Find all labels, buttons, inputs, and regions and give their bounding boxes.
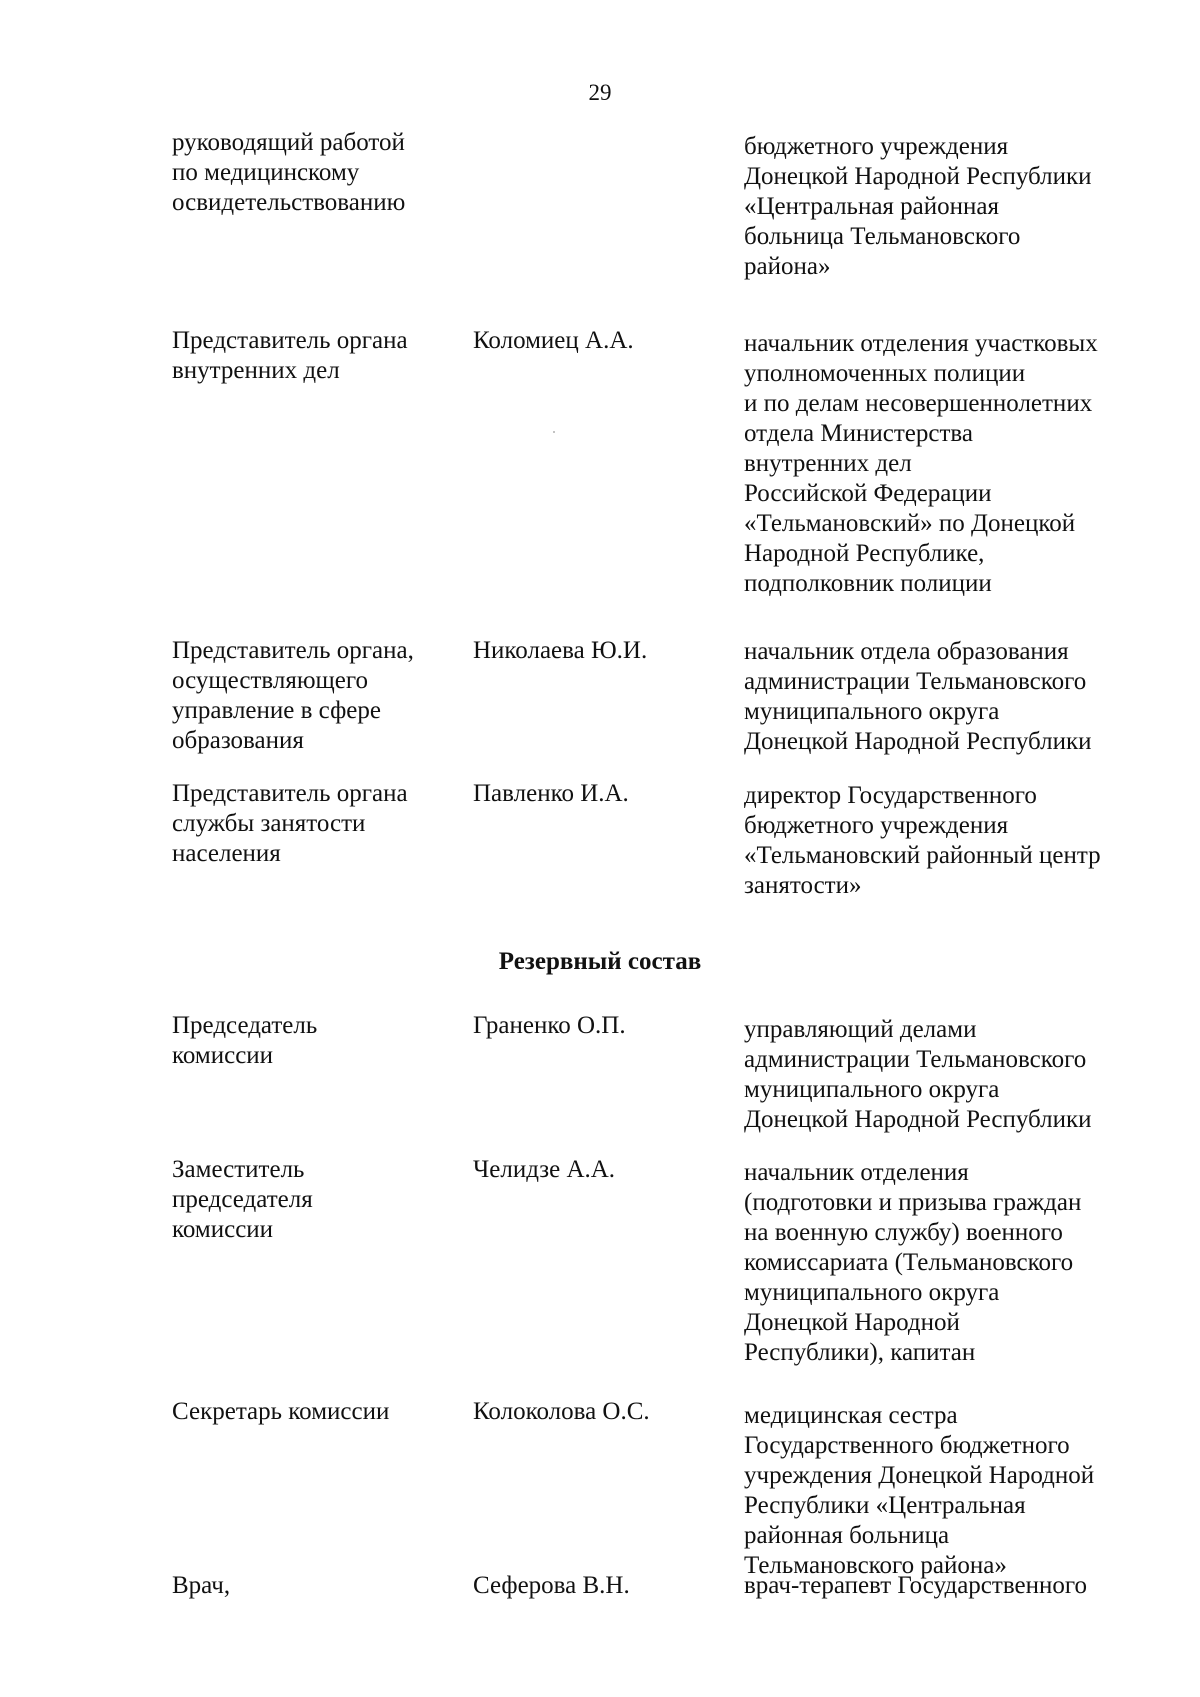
section-heading: Резервный состав bbox=[498, 948, 702, 975]
member-name: Павленко И.А. bbox=[473, 780, 629, 807]
member-name: Николаева Ю.И. bbox=[473, 637, 648, 664]
member-role: Председатель комиссии bbox=[172, 1012, 318, 1069]
member-name: Граненко О.П. bbox=[473, 1012, 626, 1039]
member-role: Заместитель председателя комиссии bbox=[172, 1156, 313, 1243]
member-position: управляющий делами администрации Тельмановского муниципального округа Донецкой Народной Республики bbox=[744, 1016, 1092, 1133]
member-name: Коломиец А.А. bbox=[473, 327, 634, 354]
member-role: Врач, bbox=[172, 1572, 231, 1599]
member-position: врач-терапевт Государственного bbox=[744, 1572, 1087, 1599]
member-name: Колоколова О.С. bbox=[473, 1398, 650, 1425]
member-position: директор Государственного бюджетного учреждения «Тельмановский районный центр занятости» bbox=[744, 782, 1101, 899]
member-role: Представитель органа, осуществляющего управление в сфере образования bbox=[172, 637, 414, 754]
member-position: начальник отделения (подготовки и призыва граждан на военную службу) военного комиссариата (Тельмановского муниципального округа Донецкой Народной Республики), капитан bbox=[744, 1159, 1082, 1366]
scan-speck bbox=[553, 431, 555, 433]
member-name: Челидзе А.А. bbox=[473, 1156, 616, 1183]
member-role: руководящий работой по медицинскому освидетельствованию bbox=[172, 129, 406, 216]
member-role: Секретарь комиссии bbox=[172, 1398, 390, 1425]
member-name: Сеферова В.Н. bbox=[473, 1572, 630, 1599]
member-position: бюджетного учреждения Донецкой Народной Республики «Центральная районная больница Тельмановского района» bbox=[744, 133, 1092, 280]
page-number: 29 bbox=[588, 80, 612, 105]
member-role: Представитель органа службы занятости населения bbox=[172, 780, 408, 867]
member-role: Представитель органа внутренних дел bbox=[172, 327, 408, 384]
member-position: медицинская сестра Государственного бюджетного учреждения Донецкой Народной Республики «Центральная районная больница Тельмановского района» bbox=[744, 1402, 1095, 1579]
member-position: начальник отделения участковых уполномоченных полиции и по делам несовершеннолетних отдела Министерства внутренних дел Российской Федерации «Тельмановский» по Донецкой Народной Республике, подполковник полиции bbox=[744, 330, 1098, 597]
member-position: начальник отдела образования администрации Тельмановского муниципального округа Донецкой Народной Республики bbox=[744, 638, 1092, 755]
